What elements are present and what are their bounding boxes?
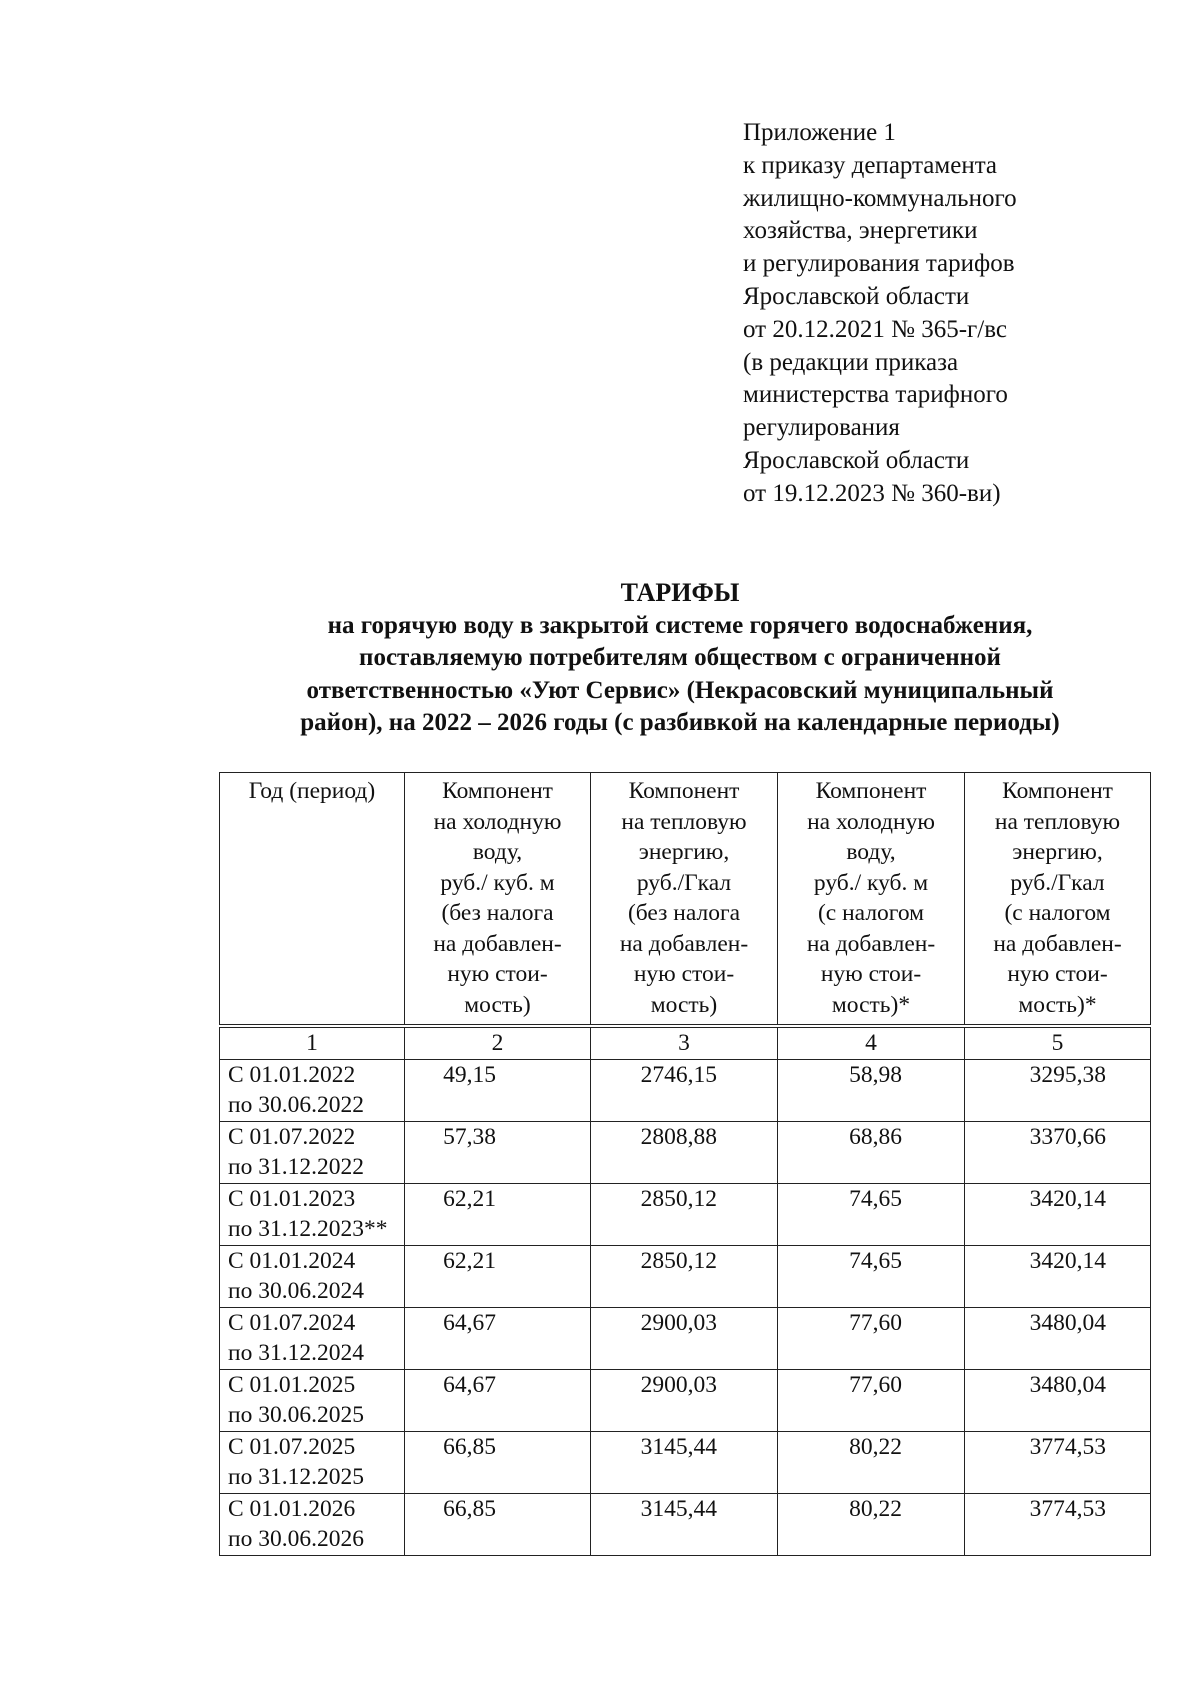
- header-line: на добавлен-: [806, 930, 936, 957]
- header-line: ную стои-: [820, 961, 922, 987]
- header-line: (без налога: [441, 900, 554, 926]
- column-number-cell: 1: [220, 1026, 405, 1059]
- title-main: ТАРИФЫ: [620, 578, 740, 607]
- header-line: на тепловую: [621, 808, 747, 835]
- period-to: по 30.06.2026: [228, 1526, 364, 1552]
- tariffs-table: [219, 772, 1151, 1556]
- table-row: [220, 1493, 1151, 1555]
- period-from: С 01.01.2026: [228, 1495, 356, 1522]
- value-cell: 2900,03: [591, 1307, 778, 1369]
- header-line: руб./ куб. м: [440, 869, 555, 896]
- appendix-line: хозяйства, энергетики: [743, 217, 978, 245]
- header-line: воду,: [846, 839, 896, 865]
- period-from: С 01.07.2022: [228, 1123, 356, 1150]
- appendix-line: жилищно-коммунального: [743, 184, 1017, 212]
- title-line: поставляемую потребителям обществом с ограниченной: [359, 644, 1001, 671]
- value-cell: 74,65: [778, 1245, 965, 1307]
- header-line: ную стои-: [447, 961, 548, 987]
- header-line: ную стои-: [633, 961, 735, 987]
- period-cell: [220, 1183, 405, 1245]
- table-row: [220, 1121, 1151, 1183]
- column-numbers-row: [220, 1026, 1151, 1059]
- period-cell: [220, 1059, 405, 1121]
- value-cell: 64,67: [405, 1369, 591, 1431]
- value-cell: 49,15: [405, 1059, 591, 1121]
- header-line: на холодную: [433, 808, 562, 835]
- column-number-cell: 3: [591, 1026, 778, 1059]
- value-cell: 3420,14: [965, 1183, 1151, 1245]
- value-cell: 3774,53: [965, 1493, 1151, 1555]
- value-cell: 74,65: [778, 1183, 965, 1245]
- period-cell: [220, 1307, 405, 1369]
- table-row: [220, 1059, 1151, 1121]
- value-cell: 66,85: [405, 1493, 591, 1555]
- appendix-line: и регулирования тарифов: [743, 250, 1015, 278]
- value-cell: 77,60: [778, 1369, 965, 1431]
- value-cell: 3295,38: [965, 1059, 1151, 1121]
- column-number-cell: 5: [965, 1026, 1151, 1059]
- header-cell: [405, 773, 591, 1027]
- header-line: (без налога: [627, 900, 741, 926]
- value-cell: 2900,03: [591, 1369, 778, 1431]
- period-to: по 30.06.2024: [228, 1278, 364, 1304]
- period-to: по 31.12.2024: [228, 1340, 364, 1366]
- document-title: [200, 577, 1160, 740]
- header-line: Компонент: [1002, 778, 1113, 804]
- value-cell: 66,85: [405, 1431, 591, 1493]
- period-cell: [220, 1369, 405, 1431]
- header-line: (с налогом: [1004, 900, 1111, 926]
- value-cell: 2850,12: [591, 1183, 778, 1245]
- header-line: руб./Гкал: [636, 869, 732, 896]
- period-from: С 01.01.2024: [228, 1247, 356, 1274]
- header-cell: [778, 773, 965, 1027]
- table-header-row: [220, 773, 1151, 1027]
- value-cell: 64,67: [405, 1307, 591, 1369]
- period-from: С 01.01.2023: [228, 1185, 356, 1212]
- appendix-line: регулирования: [743, 414, 900, 442]
- value-cell: 62,21: [405, 1183, 591, 1245]
- header-line: (с налогом: [817, 900, 925, 926]
- appendix-line: Ярославской области: [743, 446, 970, 474]
- header-line: на добавлен-: [433, 930, 562, 957]
- table-row: [220, 1307, 1151, 1369]
- appendix-line: Ярославской области: [743, 282, 970, 310]
- period-cell: [220, 1245, 405, 1307]
- title-line: ответственностью «Уют Сервис» (Некрасовский муниципальный: [306, 676, 1054, 704]
- appendix-line: Приложение 1: [743, 119, 896, 146]
- header-line: мость): [464, 991, 531, 1018]
- column-number-cell: 2: [405, 1026, 591, 1059]
- table-row: [220, 1369, 1151, 1431]
- header-line: Компонент: [628, 778, 740, 804]
- value-cell: 57,38: [405, 1121, 591, 1183]
- title-line: район), на 2022 – 2026 годы (с разбивкой на календарные периоды): [300, 709, 1060, 736]
- table-row: [220, 1183, 1151, 1245]
- appendix-line: от 19.12.2023 № 360-ви): [743, 479, 1001, 507]
- header-line: на холодную: [807, 808, 935, 835]
- period-from: С 01.01.2022: [228, 1061, 356, 1088]
- header-line: энергию,: [638, 839, 730, 865]
- value-cell: 3145,44: [591, 1493, 778, 1555]
- header-line: ную стои-: [1007, 961, 1108, 987]
- header-line: Компонент: [815, 778, 927, 804]
- value-cell: 62,21: [405, 1245, 591, 1307]
- value-cell: 2808,88: [591, 1121, 778, 1183]
- header-cell: [965, 773, 1151, 1027]
- value-cell: 2850,12: [591, 1245, 778, 1307]
- table-row: [220, 1245, 1151, 1307]
- value-cell: 80,22: [778, 1493, 965, 1555]
- value-cell: 3420,14: [965, 1245, 1151, 1307]
- appendix-block: [743, 117, 1017, 511]
- appendix-line: к приказу департамента: [743, 151, 998, 179]
- period-from: С 01.07.2024: [228, 1309, 356, 1336]
- value-cell: 80,22: [778, 1431, 965, 1493]
- period-to: по 30.06.2022: [228, 1092, 364, 1118]
- header-line: на тепловую: [994, 808, 1121, 835]
- header-line: энергию,: [1012, 839, 1103, 865]
- header-line: Год (период): [248, 778, 376, 804]
- header-line: Компонент: [442, 778, 553, 804]
- header-line: на добавлен-: [993, 930, 1122, 957]
- period-to: по 31.12.2025: [228, 1464, 364, 1490]
- value-cell: 3480,04: [965, 1307, 1151, 1369]
- header-cell: [591, 773, 778, 1027]
- period-to: по 31.12.2022: [228, 1154, 364, 1180]
- header-line: мость)*: [1018, 991, 1097, 1018]
- header-line: мость): [650, 991, 718, 1018]
- table-row: [220, 1431, 1151, 1493]
- value-cell: 77,60: [778, 1307, 965, 1369]
- column-number-cell: 4: [778, 1026, 965, 1059]
- period-cell: [220, 1493, 405, 1555]
- header-line: руб./Гкал: [1010, 869, 1105, 896]
- period-cell: [220, 1121, 405, 1183]
- value-cell: 3774,53: [965, 1431, 1151, 1493]
- period-to: по 30.06.2025: [228, 1402, 364, 1428]
- value-cell: 3370,66: [965, 1121, 1151, 1183]
- header-cell: [220, 773, 405, 1027]
- value-cell: 68,86: [778, 1121, 965, 1183]
- header-line: мость)*: [831, 991, 911, 1018]
- appendix-line: (в редакции приказа: [743, 348, 959, 376]
- period-from: С 01.07.2025: [228, 1433, 356, 1460]
- value-cell: 3480,04: [965, 1369, 1151, 1431]
- appendix-line: от 20.12.2021 № 365-г/вс: [743, 315, 1007, 343]
- period-from: С 01.01.2025: [228, 1371, 356, 1398]
- header-line: воду,: [472, 839, 523, 865]
- value-cell: 58,98: [778, 1059, 965, 1121]
- period-to: по 31.12.2023**: [228, 1216, 388, 1242]
- header-line: руб./ куб. м: [813, 869, 929, 896]
- title-line: на горячую воду в закрытой системе горячего водоснабжения,: [327, 611, 1033, 639]
- value-cell: 3145,44: [591, 1431, 778, 1493]
- appendix-line: министерства тарифного: [743, 381, 1008, 409]
- header-line: на добавлен-: [619, 930, 749, 957]
- period-cell: [220, 1431, 405, 1493]
- value-cell: 2746,15: [591, 1059, 778, 1121]
